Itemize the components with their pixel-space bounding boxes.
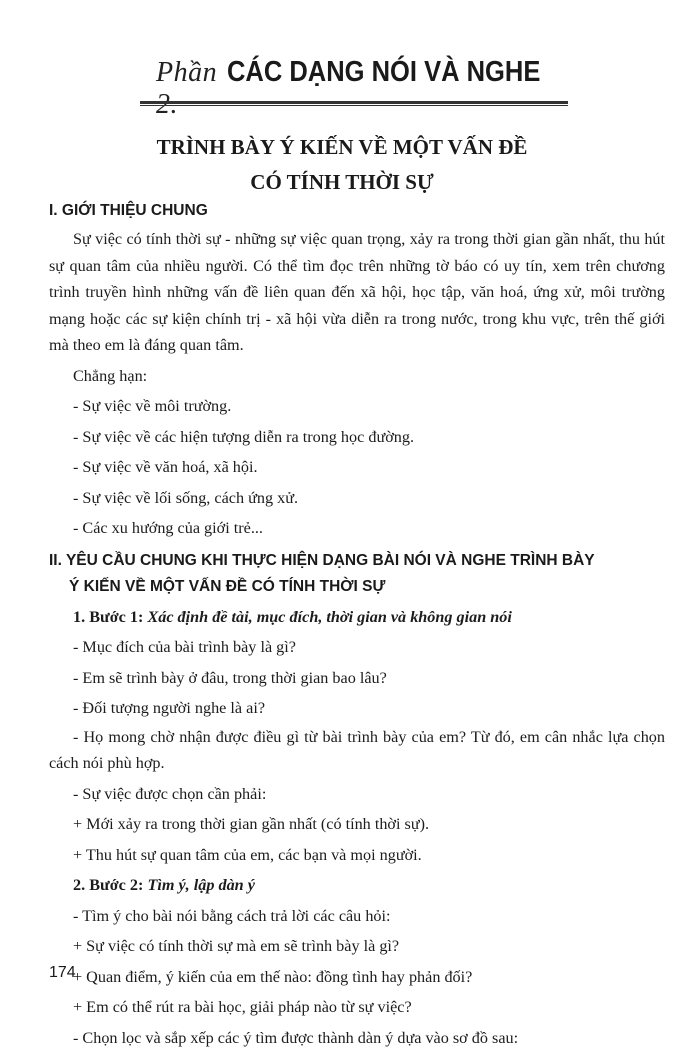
step-2-item: + Sự việc có tính thời sự mà em sẽ trình bày là gì? bbox=[49, 933, 665, 960]
article-title-line-2: CÓ TÍNH THỜI SỰ bbox=[0, 165, 684, 200]
step-2-item: - Chọn lọc và sắp xếp các ý tìm được thành dàn ý dựa vào sơ đồ sau: bbox=[49, 1025, 665, 1051]
step-1-item: + Thu hút sự quan tâm của em, các bạn và mọi người. bbox=[49, 842, 665, 869]
article-title bbox=[0, 130, 684, 200]
page-number: 174 bbox=[49, 964, 76, 982]
section-2-heading-line-1: II. YÊU CẦU CHUNG KHI THỰC HIỆN DẠNG BÀI NÓI VÀ NGHE TRÌNH BÀY bbox=[49, 552, 595, 569]
example-label: Chẳng hạn: bbox=[49, 363, 665, 390]
step-2-item: + Quan điểm, ý kiến của em thế nào: đồng tình hay phản đối? bbox=[49, 964, 665, 991]
part-title: CÁC DẠNG NÓI VÀ NGHE bbox=[227, 56, 540, 89]
step-1-item: - Họ mong chờ nhận được điều gì từ bài trình bày của em? Từ đó, em cân nhắc lựa chọn cách nói phù hợp. bbox=[49, 724, 665, 777]
step-1-title: Xác định đề tài, mục đích, thời gian và không gian nói bbox=[147, 608, 511, 626]
step-1-item: - Mục đích của bài trình bày là gì? bbox=[49, 634, 665, 661]
step-2-title: Tìm ý, lập dàn ý bbox=[147, 876, 254, 894]
page-content bbox=[49, 198, 665, 1051]
section-1-intro: Sự việc có tính thời sự - những sự việc quan trọng, xảy ra trong thời gian gần nhất, thu hút sự quan tâm của nhiều người. Có thể tìm đọc trên những tờ báo có uy tín, xem trên chương trình truyền hình những vấn đề liên quan đến xã hội, học tập, văn hoá, ứng xử, môi trường mạng hoặc các sự kiện chính trị - xã hội vừa diễn ra trong nước, trong khu vực, trên thế giới mà theo em là đáng quan tâm. bbox=[49, 226, 665, 359]
part-header bbox=[156, 56, 556, 121]
step-2-item: + Em có thể rút ra bài học, giải pháp nào từ sự việc? bbox=[49, 994, 665, 1021]
step-1-item: - Sự việc được chọn cần phải: bbox=[49, 781, 665, 808]
header-divider bbox=[140, 101, 568, 106]
step-1-item: - Em sẽ trình bày ở đâu, trong thời gian bao lâu? bbox=[49, 665, 665, 692]
part-label: Phần 2. bbox=[156, 57, 217, 121]
example-item: - Sự việc về lối sống, cách ứng xử. bbox=[49, 485, 665, 512]
section-2-heading-line-2: Ý KIẾN VỀ MỘT VẤN ĐỀ CÓ TÍNH THỜI SỰ bbox=[49, 574, 665, 600]
step-2-label: 2. Bước 2: bbox=[73, 876, 143, 894]
article-title-line-1: TRÌNH BÀY Ý KIẾN VỀ MỘT VẤN ĐỀ bbox=[0, 130, 684, 165]
example-item: - Sự việc về môi trường. bbox=[49, 393, 665, 420]
example-item: - Sự việc về các hiện tượng diễn ra trong học đường. bbox=[49, 424, 665, 451]
section-1-heading: I. GIỚI THIỆU CHUNG bbox=[49, 198, 665, 224]
example-item: - Sự việc về văn hoá, xã hội. bbox=[49, 454, 665, 481]
step-1-label: 1. Bước 1: bbox=[73, 608, 143, 626]
section-2-heading bbox=[49, 548, 665, 600]
step-1-item: - Đối tượng người nghe là ai? bbox=[49, 695, 665, 722]
example-item: - Các xu hướng của giới trẻ... bbox=[49, 515, 665, 542]
step-1-item: + Mới xảy ra trong thời gian gần nhất (có tính thời sự). bbox=[49, 811, 665, 838]
step-2-item: - Tìm ý cho bài nói bằng cách trả lời các câu hỏi: bbox=[49, 903, 665, 930]
step-2-heading bbox=[49, 872, 665, 899]
step-1-heading bbox=[49, 604, 665, 631]
